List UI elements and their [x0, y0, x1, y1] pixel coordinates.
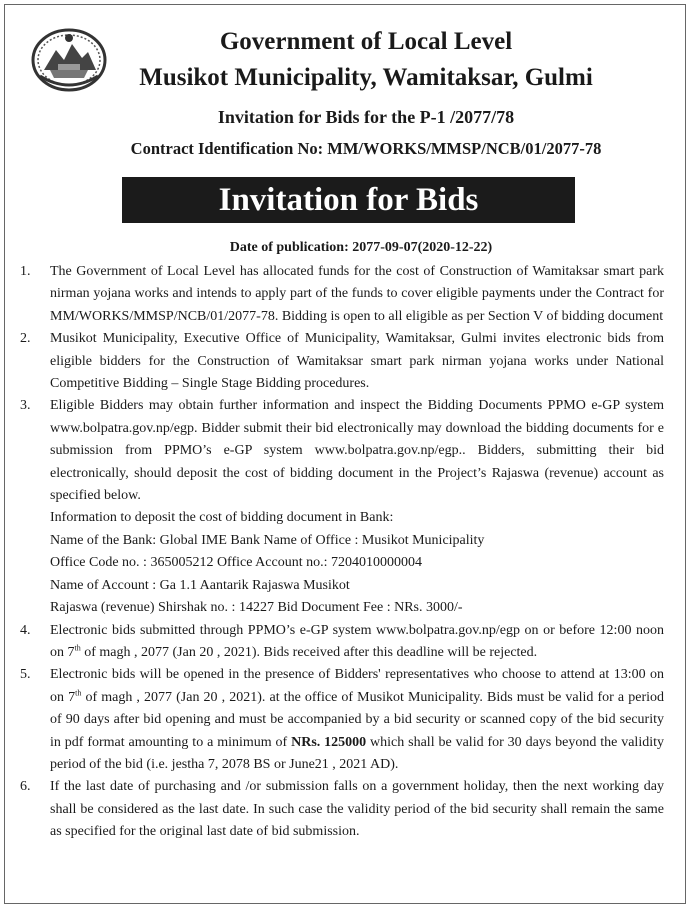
item-number: 5. [20, 667, 31, 683]
list-item-2 [0, 328, 692, 395]
item-text: The Government of Local Level has allocated funds for the cost of Construction of Wamitaksar smart park nirman yojana works and intends to apply part of the funds to cover eligible payments under the Contract for MM/WORKS/MMSP/NCB/01/2077-78. Bidding is open to all eligible as per Section V of bidding document [50, 264, 664, 324]
list-item-6 [0, 776, 692, 843]
publication-date: Date of publication: 2077-09-07(2020-12-22) [229, 240, 493, 255]
item-number: 1. [20, 264, 31, 279]
item-text: Musikot Municipality, Executive Office of Municipality, Wamitaksar, Gulmi invites electronic bids from eligible bidders for the Construction of Wamitaksar smart park nirman yojana works under National Competitive Bidding – Single Stage Bidding procedures. [50, 331, 664, 392]
item-text: which shall be valid for 30 days beyond the validity period of the bid (i.e. jestha 7, 2078 BS or June21 , 2021 AD). [50, 734, 664, 772]
item-text: Electronic bids will be opened in the presence of Bidders' representatives who choose to attend at 13:00 on on 7 [50, 667, 664, 705]
account-name-line: Name of Account : Ga 1.1 Aantarik Rajaswa Musikot [50, 577, 350, 593]
ordinal-suffix: th [74, 643, 81, 653]
list-item-4 [0, 620, 692, 665]
list-item-5 [0, 664, 692, 776]
item-number: 6. [20, 779, 31, 795]
list-item-1 [0, 261, 692, 328]
item-text: of magh , 2077 (Jan 20 , 2021). Bids received after this deadline will be rejected. [80, 644, 538, 660]
bank-info-heading: Information to deposit the cost of bidding document in Bank: [50, 510, 394, 526]
item-number: 4. [20, 622, 31, 638]
municipality-title: Musikot Municipality, Wamitaksar, Gulmi [139, 64, 593, 91]
invitation-subtitle: Invitation for Bids for the P-1 /2077/78 [217, 107, 515, 127]
office-code-line: Office Code no. : 365005212 Office Account no.: 7204010000004 [50, 555, 422, 571]
ordinal-suffix: th [75, 688, 82, 698]
item-text: If the last date of purchasing and /or submission falls on a government holiday, then the next working day shall be considered as the last date. In such case the validity period of the bid security shall remain the same as specified for the original last date of bid submission. [50, 779, 664, 840]
item-text: of magh , 2077 (Jan 20 , 2021). at the office of Musikot Municipality. Bids must be valid for a period of 90 days after bid opening and must be accompanied by a bid security or scanned copy of the bid security in pdf format amounting to a minimum of [50, 689, 665, 750]
bid-conditions-list [0, 261, 692, 844]
bid-security-amount: NRs. 125000 [291, 734, 367, 750]
item-number: 2. [20, 331, 31, 347]
item-text: Eligible Bidders may obtain further information and inspect the Bidding Documents PPMO e-GP system www.bolpatra.gov.np/egp. Bidder submit their bid electronically may download the bidding documents for e submission from PPMO’s e-GP system www.bolpatra.gov.np/egp.. Bidders, submitting their bid electronically, should deposit the cost of bidding document in the Project’s Rajaswa (revenue) account as specified below. [50, 398, 664, 504]
government-title: Government of Local Level [219, 28, 513, 55]
item-number: 3. [20, 398, 31, 414]
item-text: Electronic bids submitted through PPMO’s e-GP system www.bolpatra.gov.np/egp on or before 12:00 noon on 7 [50, 622, 664, 660]
list-item-3 [0, 395, 692, 619]
contract-id: Contract Identification No: MM/WORKS/MMSP/NCB/01/2077-78 [130, 139, 602, 158]
bank-name-line: Name of the Bank: Global IME Bank Name of Office : Musikot Municipality [50, 532, 485, 548]
notice-banner: Invitation for Bids [122, 177, 575, 223]
revenue-fee-line: Rajaswa (revenue) Shirshak no. : 14227 Bid Document Fee : NRs. 3000/- [50, 600, 463, 616]
